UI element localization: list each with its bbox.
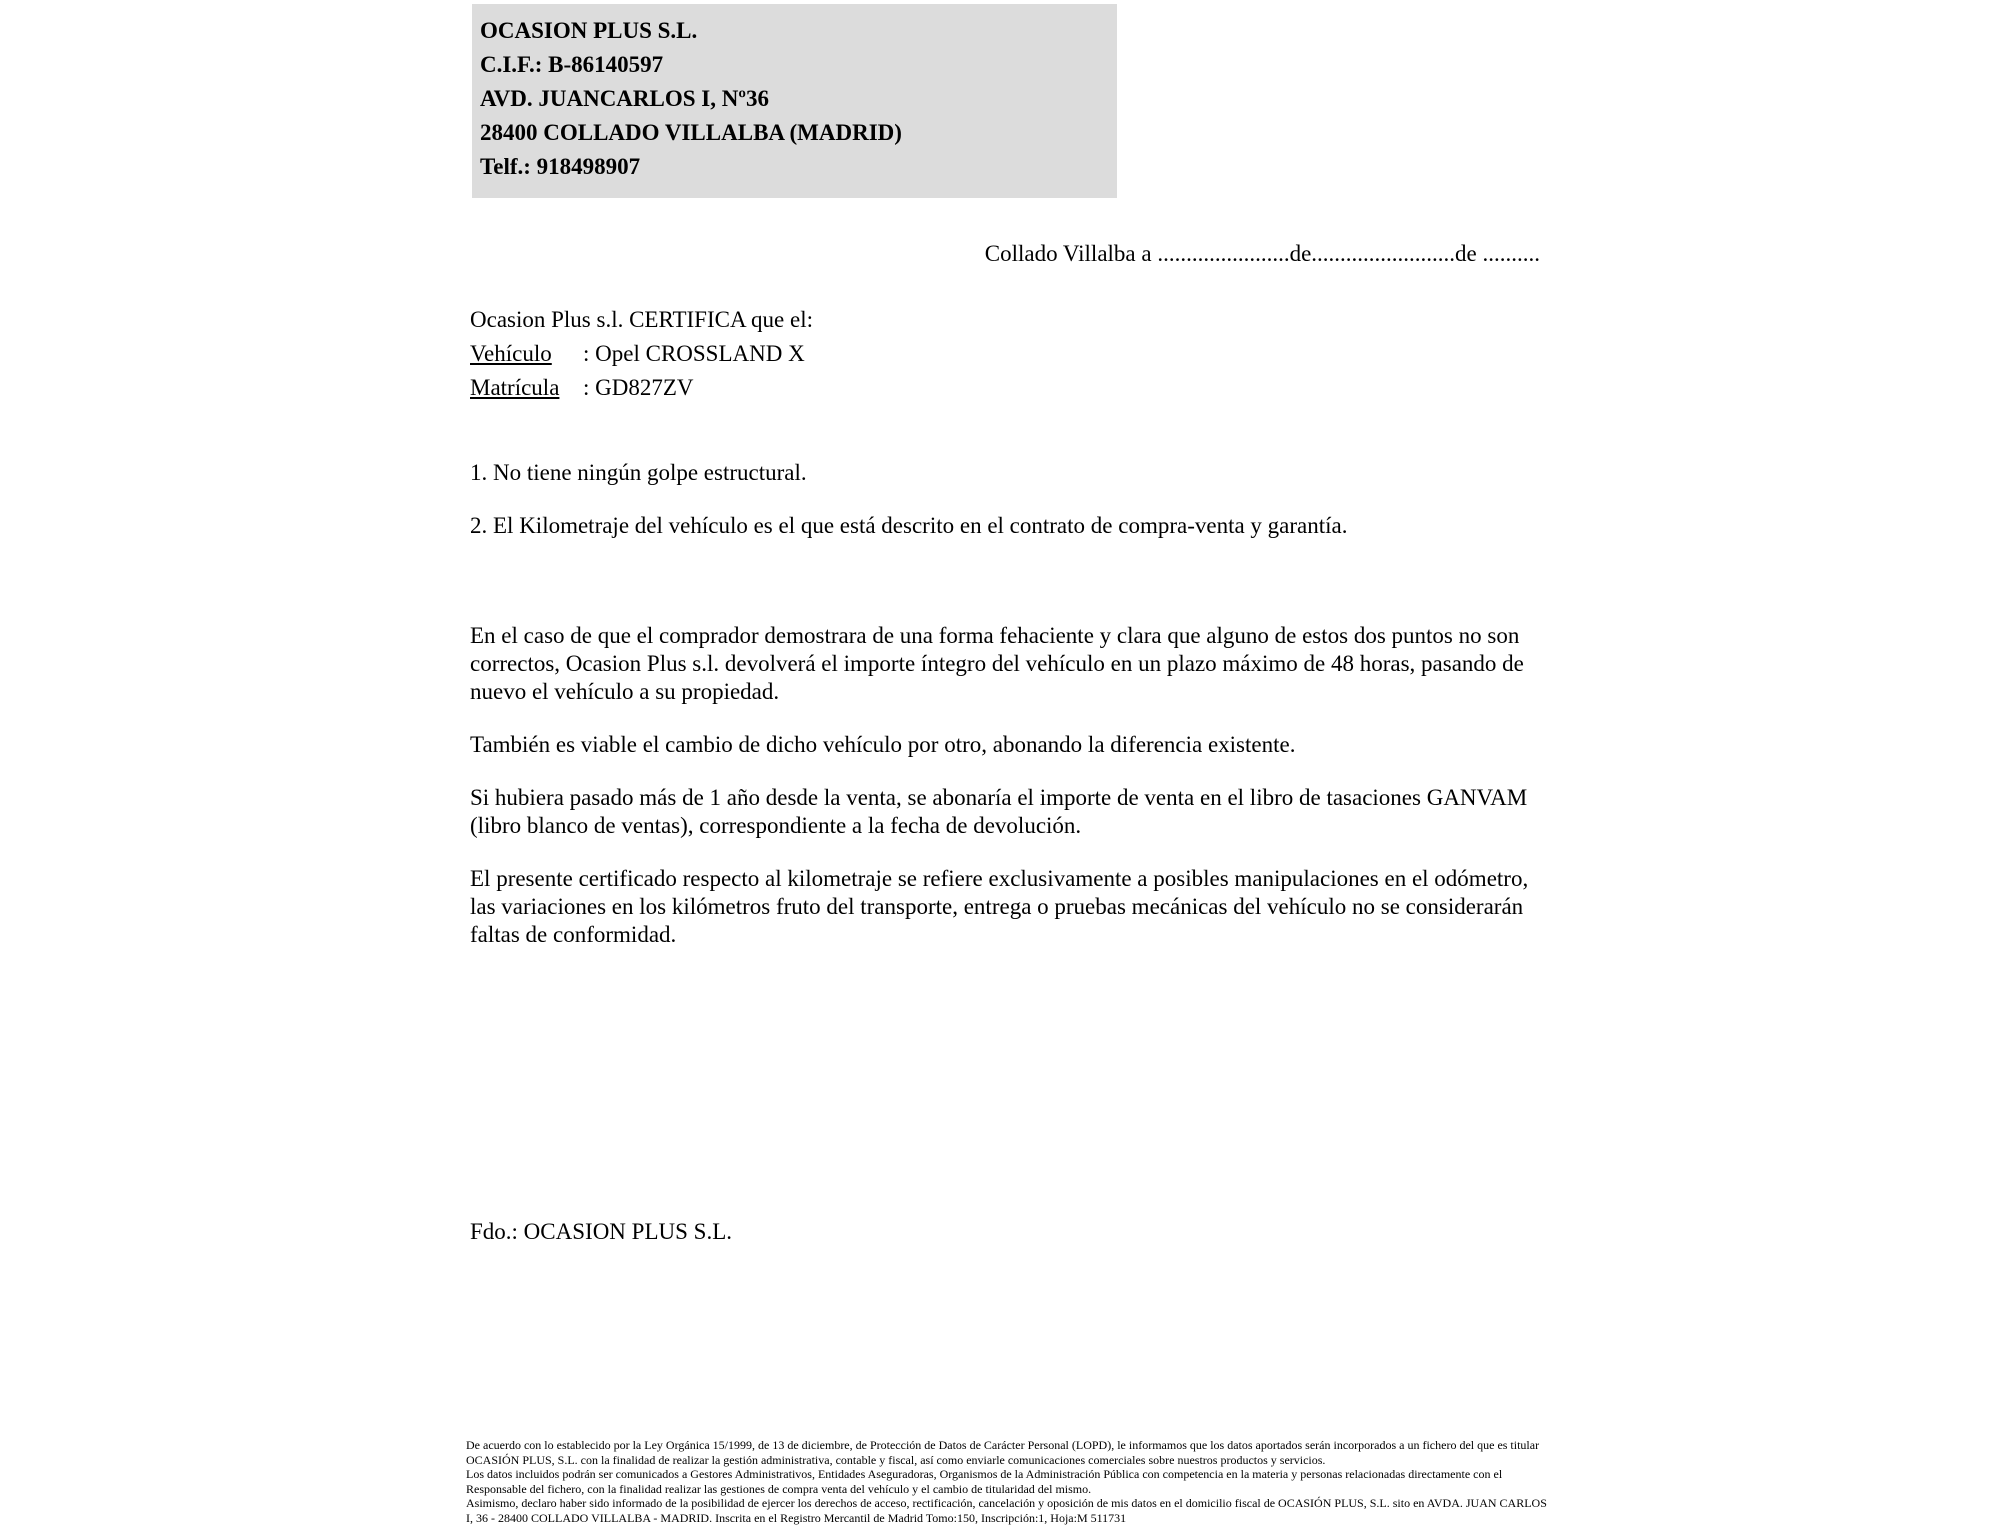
vehicle-line (470, 337, 1545, 371)
signature-line: Fdo.: OCASION PLUS S.L. (470, 1219, 732, 1244)
point-2: 2. El Kilometraje del vehículo es el que está descrito en el contrato de compra-venta y garantía. (470, 513, 1348, 538)
body-paragraphs (470, 622, 1545, 949)
paragraph-refund: En el caso de que el comprador demostrara de una forma fehaciente y clara que alguno de estos dos puntos no son correctos, Ocasion Plus s.l. devolverá el importe íntegro del vehículo en un plazo máximo de 48 horas, pasando de nuevo el vehículo a su propiedad. (470, 623, 1524, 704)
paragraph-exchange: También es viable el cambio de dicho vehículo por otro, abonando la diferencia existente. (470, 732, 1296, 757)
company-city: 28400 COLLADO VILLALBA (MADRID) (480, 120, 902, 145)
paragraph-ganvam: Si hubiera pasado más de 1 año desde la venta, se abonaría el importe de venta en el libro de tasaciones GANVAM (libro blanco de ventas), correspondiente a la fecha de devolución. (470, 785, 1528, 838)
legal-paragraph-data-sharing: Los datos incluidos podrán ser comunicados a Gestores Administrativos, Entidades Aseguradoras, Organismos de la Administración Pública con competencia en la materia y personas relacionadas directamente con el Responsable del fichero, con la finalidad realizar las gestiones de compra venta del vehículo y el cambio de titularidad del mismo. (466, 1467, 1503, 1496)
vehicle-label: Vehículo (470, 341, 552, 366)
company-name: OCASION PLUS S.L. (480, 18, 698, 43)
plate-value: : GD827ZV (583, 375, 694, 400)
company-phone: Telf.: 918498907 (480, 154, 641, 179)
legal-paragraph-rights: Asimismo, declaro haber sido informado de la posibilidad de ejercer los derechos de acceso, rectificación, cancelación y oposición de mis datos en el domicilio fiscal de OCASIÓN PLUS, S.L. sito en AVDA. JUAN CARLOS I, 36 - 28400 COLLADO VILLALBA - MADRID. Inscrita en el Registro Mercantil de Madrid Tomo:150, Inscripción:1, Hoja:M 511731 (466, 1496, 1547, 1525)
point-1: 1. No tiene ningún golpe estructural. (470, 460, 807, 485)
vehicle-value: : Opel CROSSLAND X (583, 341, 805, 366)
certified-points (470, 459, 1545, 540)
company-address: AVD. JUANCARLOS I, Nº36 (480, 86, 769, 111)
legal-footer (466, 1438, 1556, 1526)
paragraph-odometer: El presente certificado respecto al kilometraje se refiere exclusivamente a posibles manipulaciones en el odómetro, las variaciones en los kilómetros fruto del transporte, entrega o pruebas mecánicas del vehículo no se considerarán faltas de conformidad. (470, 866, 1529, 947)
plate-label: Matrícula (470, 375, 560, 400)
legal-paragraph-lopd: De acuerdo con lo establecido por la Ley Orgánica 15/1999, de 13 de diciembre, de Protección de Datos de Carácter Personal (LOPD), le informamos que los datos aportados serán incorporados a un fichero del que es titular OCASIÓN PLUS, S.L. con la finalidad de realizar la gestión administrativa, contable y fiscal, así como enviarle comunicaciones comerciales sobre nuestros productos y servicios. (466, 1438, 1540, 1467)
company-header-block (472, 4, 1117, 198)
certifies-line: Ocasion Plus s.l. CERTIFICA que el: (470, 307, 813, 332)
document-body (470, 303, 1545, 974)
date-line: Collado Villalba a .......................de.........................de .......... (984, 241, 1540, 266)
plate-line (470, 371, 1545, 405)
company-cif: C.I.F.: B-86140597 (480, 52, 664, 77)
